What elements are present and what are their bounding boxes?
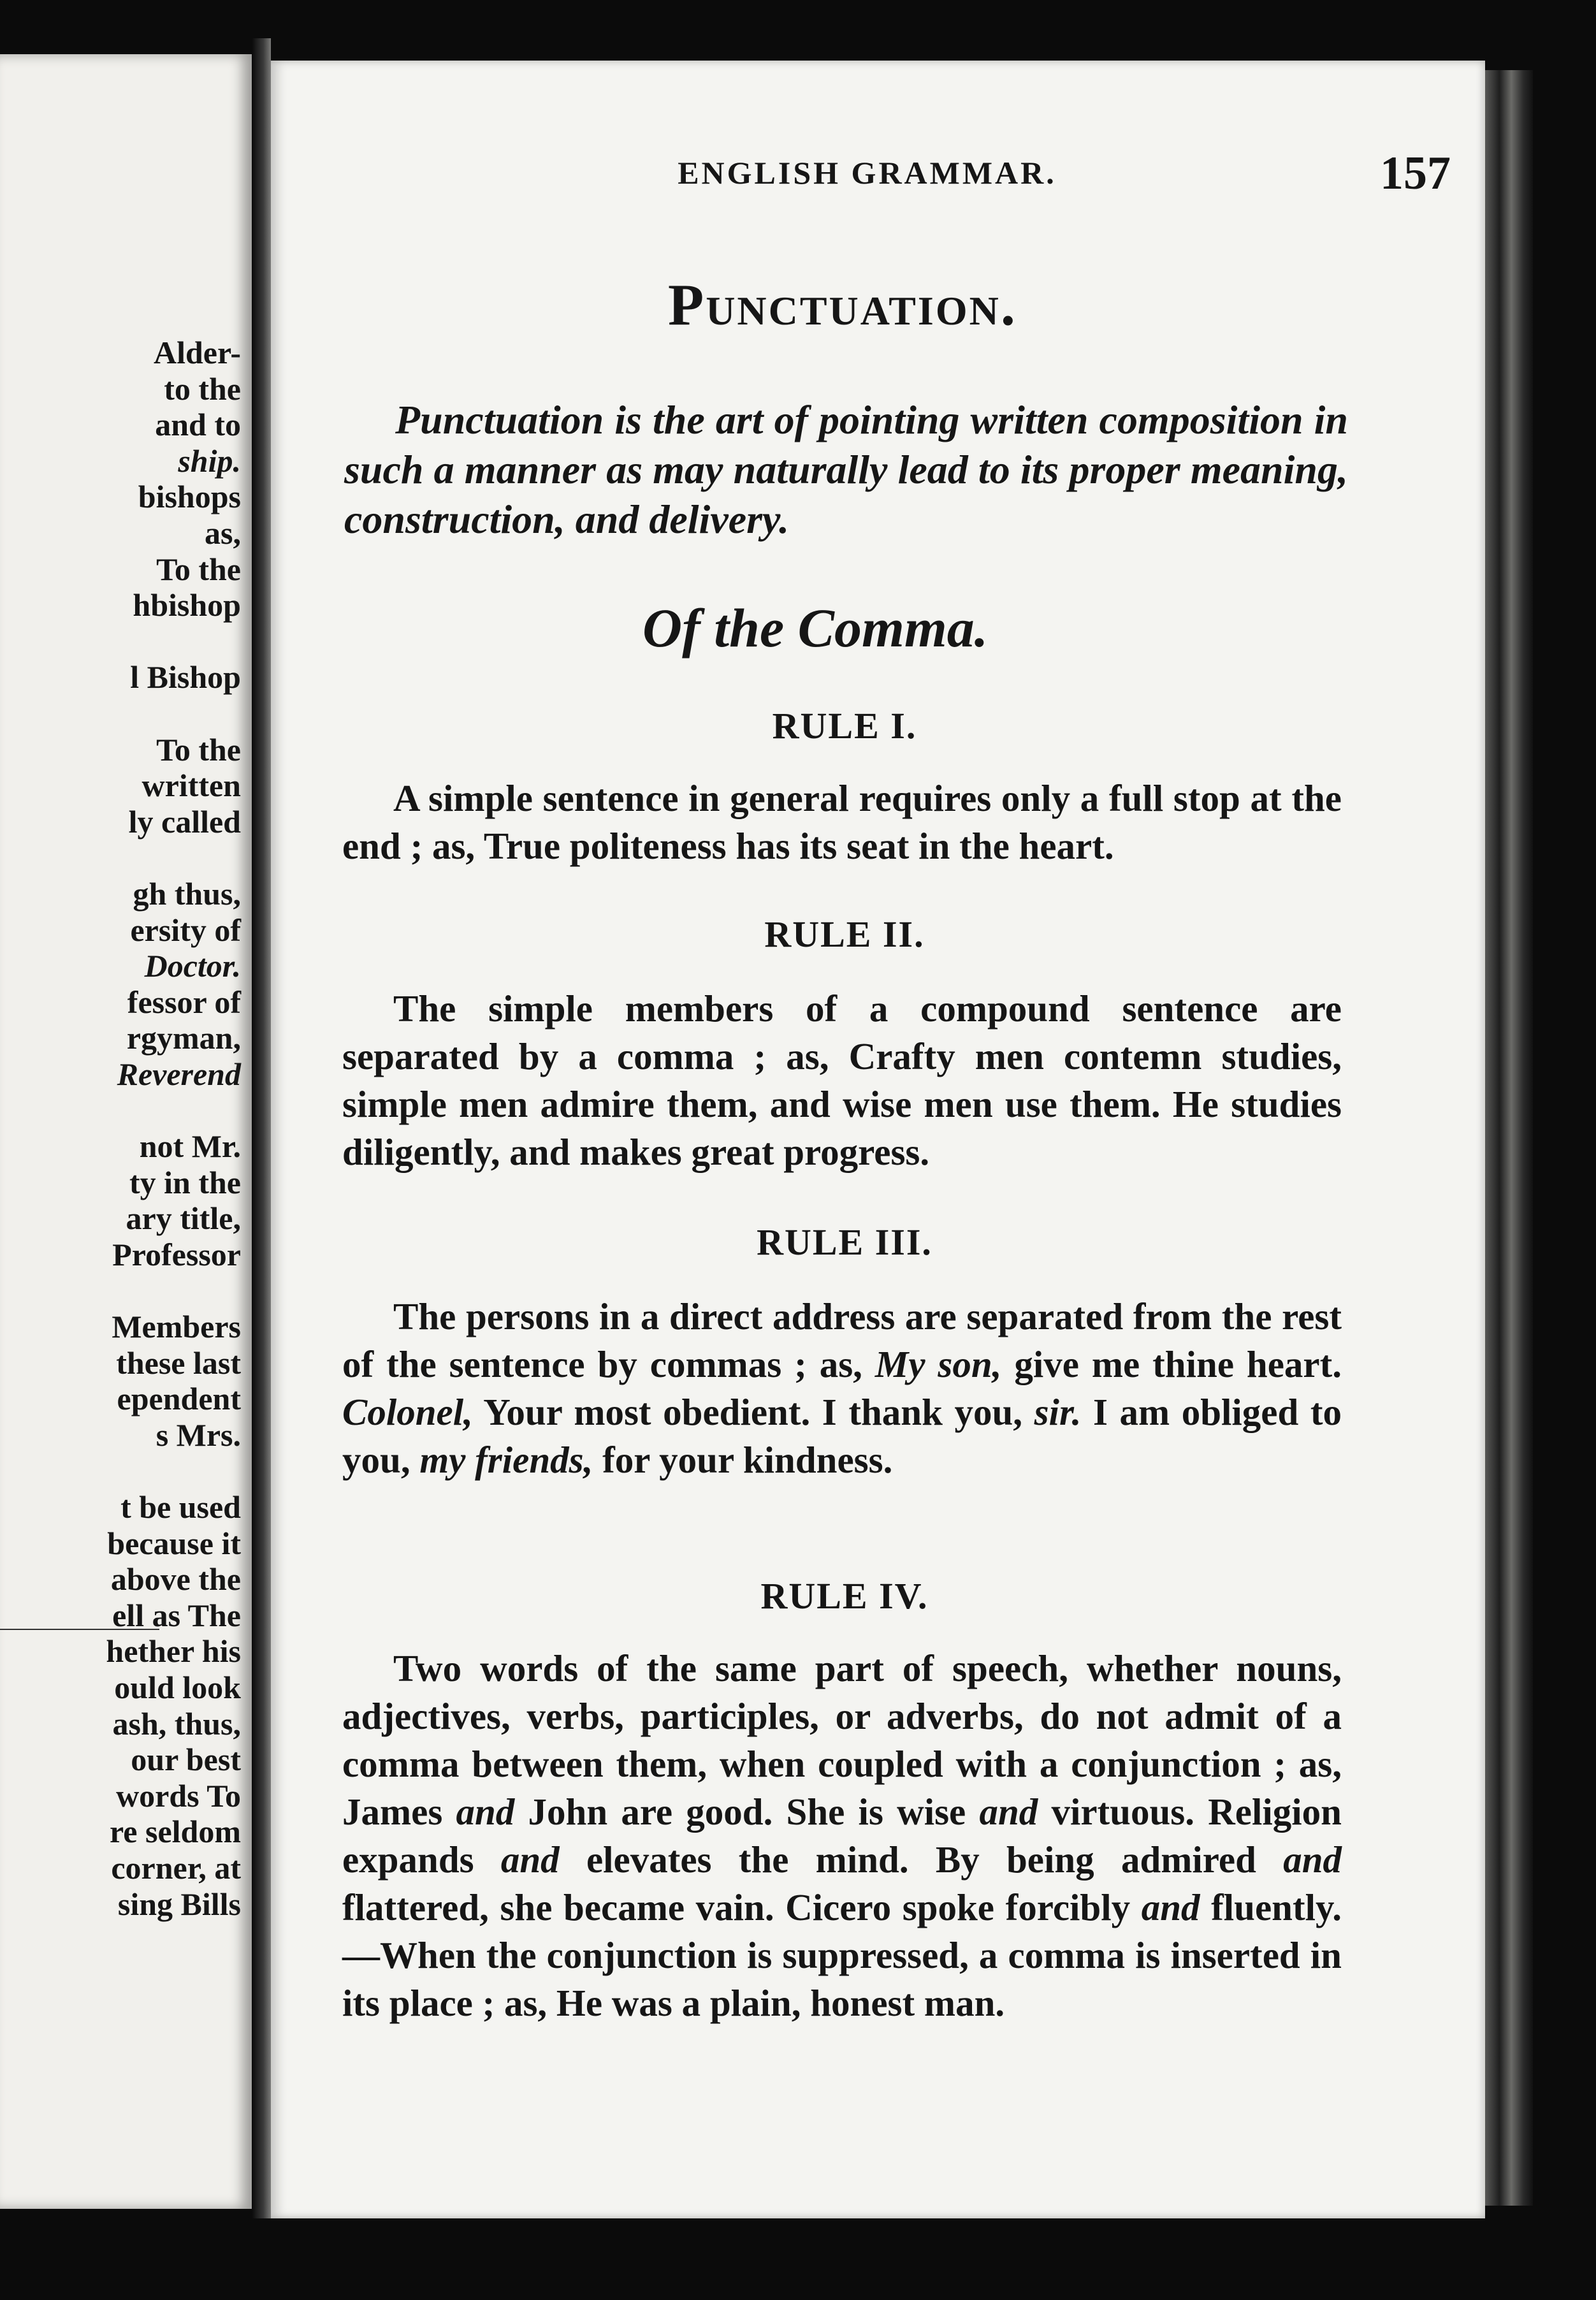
running-head: ENGLISH GRAMMAR. <box>678 155 1057 191</box>
previous-page-line: Reverend <box>117 1056 241 1092</box>
text-run: for your kindness. <box>593 1439 893 1481</box>
previous-page-line: ty in the <box>129 1164 241 1200</box>
rule-heading: RULE III. <box>757 1221 932 1263</box>
rule-text <box>342 775 1342 870</box>
text-run: Two words of the same part of speech, whether nouns, adjectives, verbs, participles, or adverbs, do not admit of a comma between them, when coupled with a conjunction ; as, James <box>342 1647 1342 1833</box>
previous-page-line: ould look <box>114 1669 241 1705</box>
page-number: 157 <box>1380 147 1451 200</box>
text-run: I am obliged to you, <box>342 1391 1342 1481</box>
text-run: fluently. —When the conjunction is suppressed, a comma is inserted in its place ; as, He was a plain, honest man. <box>342 1886 1342 2024</box>
previous-page-line: ependent <box>117 1381 241 1417</box>
previous-page-text <box>0 335 249 1922</box>
previous-page-line: corner, at <box>111 1849 241 1886</box>
italic-run: and <box>979 1791 1038 1833</box>
italic-run: sir. <box>1034 1391 1082 1433</box>
previous-page-line: l Bishop <box>130 659 241 695</box>
text-run: John are good. She is wise <box>514 1791 980 1833</box>
previous-page-line: to the <box>164 370 241 407</box>
rule-heading: RULE I. <box>772 705 917 746</box>
text-run: The simple members of a compound sentence are separated by a comma ; as, Crafty men contemn studies, simple men admire them, and wise men use them. He studies diligently, and makes great progress. <box>342 987 1342 1173</box>
definition-paragraph: Punctuation is the art of pointing written composition in such a manner as may naturally lead to its proper meaning, construction, and delivery. <box>344 397 1348 542</box>
previous-page-line: our best <box>131 1742 241 1778</box>
previous-page-line <box>0 1272 249 1309</box>
previous-page-line: written <box>141 768 241 804</box>
previous-page-line <box>0 1092 249 1128</box>
previous-page-line: above the <box>110 1561 241 1598</box>
previous-page-line: ersity of <box>130 912 241 948</box>
previous-page-line: and to <box>155 407 241 443</box>
italic-run: and <box>1283 1838 1342 1881</box>
text-run: virtuous. Religion expands <box>342 1791 1342 1881</box>
italic-run: and <box>456 1791 515 1833</box>
italic-run: and <box>500 1838 560 1881</box>
italic-run: My son, <box>874 1343 1002 1385</box>
previous-page-line: Doctor. <box>144 948 241 984</box>
previous-page-line: To the <box>156 551 241 587</box>
previous-page-line: t be used <box>120 1489 241 1525</box>
rule-heading: RULE IV. <box>760 1575 929 1617</box>
previous-page-line: ly called <box>128 803 241 840</box>
previous-page-line: sing Bills <box>117 1886 241 1922</box>
previous-page-line: ary title, <box>126 1200 241 1237</box>
previous-page-line: re seldom <box>110 1814 241 1850</box>
previous-page-line: ell as The <box>112 1597 241 1633</box>
book-gutter <box>252 38 271 2218</box>
previous-page-line <box>0 623 249 660</box>
previous-page-line: s Mrs. <box>156 1416 241 1453</box>
previous-page-line: bishops <box>138 479 241 515</box>
previous-page-line: To the <box>156 731 241 768</box>
text-run: Your most obedient. I thank you, <box>472 1391 1034 1433</box>
previous-page-line: hbishop <box>133 587 241 623</box>
rule-text <box>342 1645 1342 2027</box>
previous-page-line <box>0 695 249 732</box>
italic-run: Colonel, <box>342 1391 473 1433</box>
previous-page-line: rgyman, <box>126 1020 241 1056</box>
previous-page-line: ship. <box>178 442 241 479</box>
previous-page-line: because it <box>107 1525 241 1561</box>
previous-page-line: ash, thus, <box>112 1705 241 1742</box>
previous-page-line <box>0 840 249 876</box>
previous-page <box>0 54 252 2209</box>
page-edge <box>1485 70 1533 2206</box>
italic-run: my friends, <box>419 1439 593 1481</box>
italic-run: and <box>1141 1886 1200 1928</box>
section-heading: Of the Comma. <box>642 597 989 659</box>
footnote-divider <box>0 1629 159 1630</box>
previous-page-line: as, <box>205 514 241 551</box>
text-run: elevates the mind. By being admired <box>559 1838 1284 1881</box>
rule-heading: RULE II. <box>764 913 925 955</box>
rule-text <box>342 985 1342 1176</box>
previous-page-line: not Mr. <box>139 1128 241 1165</box>
previous-page-line <box>0 1453 249 1489</box>
previous-page-line: hether his <box>106 1633 241 1670</box>
page-title: Punctuation. <box>668 272 1017 337</box>
previous-page-line: these last <box>116 1344 241 1381</box>
text-run: The persons in a direct address are separated from the rest of the sentence by commas ; as, <box>342 1295 1342 1385</box>
previous-page-line: gh thus, <box>133 875 241 912</box>
rule-text <box>342 1293 1342 1484</box>
previous-page-line: Professor <box>112 1236 241 1272</box>
previous-page-line: Alder- <box>154 335 241 370</box>
previous-page-line: fessor of <box>127 984 241 1020</box>
text-run: A simple sentence in general requires only a full stop at the end ; as, True politeness has its seat in the heart. <box>342 777 1342 867</box>
previous-page-line: words To <box>116 1777 241 1814</box>
previous-page-line: Members <box>112 1309 241 1345</box>
text-run: flattered, she became vain. Cicero spoke forcibly <box>342 1886 1142 1928</box>
text-run: give me thine heart. <box>1001 1343 1342 1385</box>
